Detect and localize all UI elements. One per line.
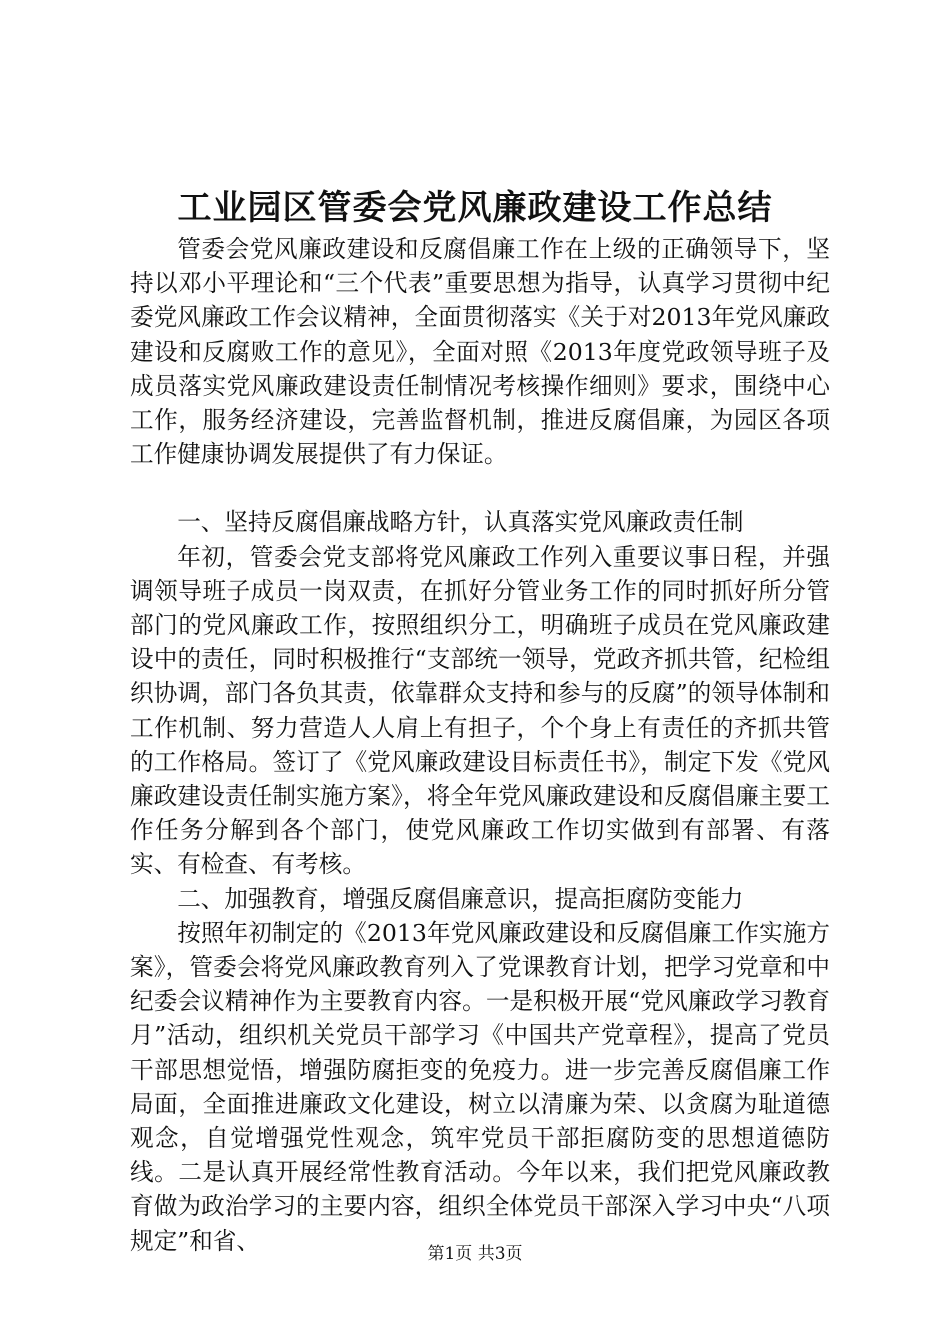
section-2-heading: 二、加强教育，增强反腐倡廉意识，提高拒腐防变能力 bbox=[177, 884, 744, 913]
section-1-paragraph: 年初，管委会党支部将党风廉政工作列入重要议事日程，并强调领导班子成员一岗双责，在抓好分管业务工作的同时抓好所分管部门的党风廉政工作，按照组织分工，明确班子成员在党风廉政建设中的责任，同时积极推行“支部统一领导，党政齐抓共管，纪检组织协调，部门各负其责，依靠群众支持和参与的反腐”的领导体制和工作机制、努力营造人人肩上有担子，个个身上有责任的齐抓共管的工作格局。签订了《党风廉政建设目标责任书》，制定下发《党风廉政建设责任制实施方案》，将全年党风廉政建设和反腐倡廉主要工作任务分解到各个部门，使党风廉政工作切实做到有部署、有落实、有检查、有考核。 bbox=[130, 542, 830, 879]
document-title: 工业园区管委会党风廉政建设工作总结 bbox=[177, 188, 773, 228]
page-number-footer: 第1页 共3页 bbox=[427, 1244, 523, 1264]
section-2-paragraph: 按照年初制定的《2013年党风廉政建设和反腐倡廉工作实施方案》，管委会将党风廉政教育列入了党课教育计划，把学习党章和中纪委会议精神作为主要教育内容。一是积极开展“党风廉政学习教育月”活动，组织机关党员干部学习《中国共产党章程》，提高了党员干部思想觉悟，增强防腐拒变的免疫力。进一步完善反腐倡廉工作局面，全面推进廉政文化建设，树立以清廉为荣、以贪腐为耻道德观念，自觉增强党性观念，筑牢党员干部拒腐防变的思想道德防线。二是认真开展经常性教育活动。今年以来，我们把党风廉政教育做为政治学习的主要内容，组织全体党员干部深入学习中央“八项规定”和省、 bbox=[130, 918, 830, 1255]
intro-paragraph: 管委会党风廉政建设和反腐倡廉工作在上级的正确领导下，坚持以邓小平理论和“三个代表”重要思想为指导，认真学习贯彻中纪委党风廉政工作会议精神，全面贯彻落实《关于对2013年党风廉政建设和反腐败工作的意见》，全面对照《2013年度党政领导班子及成员落实党风廉政建设责任制情况考核操作细则》要求，围绕中心工作，服务经济建设，完善监督机制，推进反腐倡廉，为园区各项工作健康协调发展提供了有力保证。 bbox=[130, 235, 830, 469]
document-body bbox=[130, 232, 830, 1258]
paragraph-spacer bbox=[130, 471, 830, 505]
section-1-heading: 一、坚持反腐倡廉战略方针，认真落实党风廉政责任制 bbox=[177, 508, 744, 537]
